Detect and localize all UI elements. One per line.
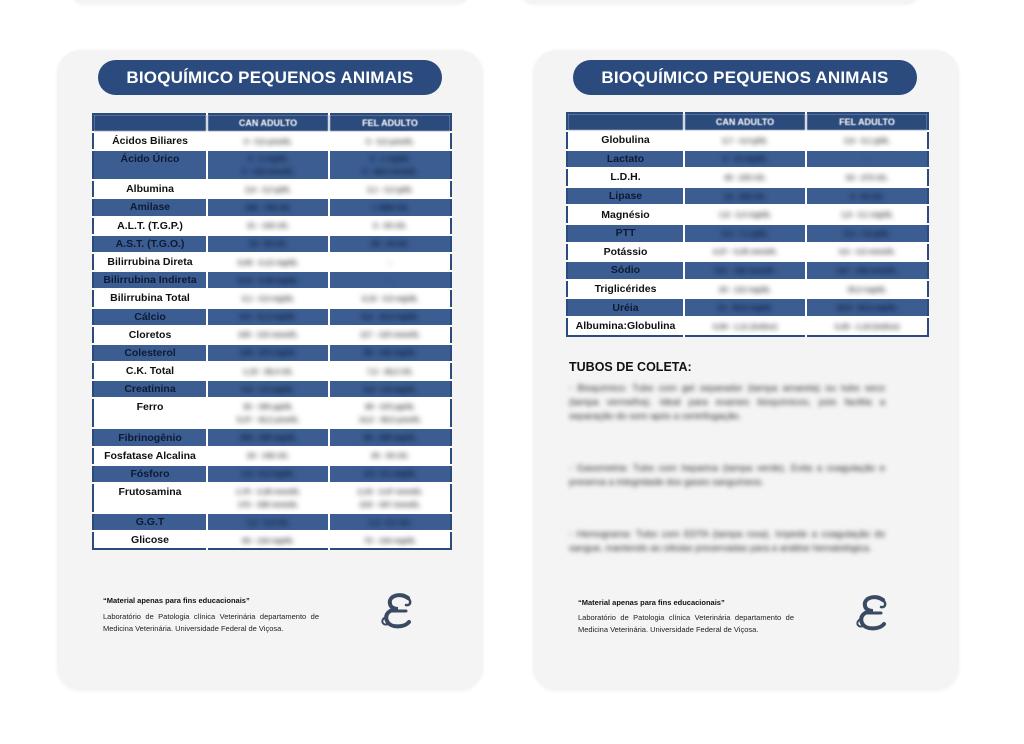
fel-adulto-value	[329, 326, 451, 344]
can-adulto-value	[684, 150, 806, 169]
parameter-name: L.D.H.	[567, 168, 684, 187]
fel-adulto-value	[329, 150, 451, 180]
fel-adulto-value	[329, 362, 451, 380]
tube-paragraph-bioquimico: - Bioquímico: Tubo com gel separador (tampa amarela) ou tubo seco (tampa vermelha). Ideal para exames bioquímicos, pois facilita a separação do soro após a centrifugação.	[569, 383, 885, 422]
header-can-adulto: CAN ADULTO	[207, 114, 329, 132]
table-row	[93, 344, 451, 362]
can-adulto-value	[207, 150, 329, 180]
reference-range-text: 105 - 115 mmol/L	[237, 330, 299, 340]
parameter-name: Lipase	[567, 187, 684, 206]
reference-range-text: 117 - 123 mmol/L	[359, 330, 421, 340]
can-adulto-value	[684, 187, 806, 206]
reference-range-text: 141 - 152 mmol/L	[714, 265, 776, 275]
footer-institution: Laboratório de Patologia clínica Veterinária departamento de Medicina Veterinária. Universidade Federal de Viçosa.	[103, 612, 319, 633]
reference-range-text: 9,0 - 11,3 mg/dL	[240, 312, 296, 322]
parameter-name: Albumina:Globulina	[567, 317, 684, 336]
can-adulto-value	[207, 344, 329, 362]
table-row	[93, 198, 451, 216]
reference-range-text: 2,6 - 3,3 g/dL	[245, 184, 291, 194]
table-row	[93, 513, 451, 531]
parameter-name: Bilirrubina Direta	[93, 253, 207, 271]
fel-adulto-value	[329, 180, 451, 198]
footer-disclaimer: “Material apenas para fins educacionais”	[103, 596, 250, 605]
can-adulto-value	[207, 132, 329, 150]
reference-range-text: 0 - 1 mg/dL	[370, 154, 410, 164]
reference-range-text: 68 - 215 µg/dL	[365, 402, 415, 412]
can-adulto-value	[207, 531, 329, 549]
parameter-name: Triglicérides	[567, 280, 684, 299]
parameter-name: Magnésio	[567, 205, 684, 224]
reference-range-text: 20 - 156 U/L	[247, 451, 289, 461]
reference-range-text: 0 - 119 mmol/L	[242, 167, 294, 177]
can-adulto-value	[684, 261, 806, 280]
table-row	[567, 280, 928, 299]
fel-adulto-value	[806, 261, 928, 280]
parameter-name: Fosfatase Alcalina	[93, 447, 207, 465]
reference-range-text: 50 - 300 mg/dL	[363, 433, 417, 443]
can-adulto-value	[207, 428, 329, 446]
can-adulto-value	[207, 235, 329, 253]
parameter-name: Ferro	[93, 398, 207, 428]
tube-paragraph-gasometria: - Gasometria: Tubo com heparina (tampa verde). Evita a coagulação e preserva a integridade dos gases sanguíneos.	[569, 463, 885, 488]
table-row	[567, 168, 928, 187]
card-title: BIOQUÍMICO PEQUENOS ANIMAIS	[573, 60, 917, 95]
reference-range-text: 95 - 130 mg/dL	[363, 348, 417, 358]
table-row	[93, 217, 451, 235]
reference-range-text: 0,01 - 0,49 mg/dL	[237, 275, 299, 285]
table-row	[93, 483, 451, 513]
fel-adulto-value	[329, 217, 451, 235]
table-row	[567, 243, 928, 262]
reference-range-text: 2 - 13 mg/dL	[723, 154, 767, 164]
footer-institution: Laboratório de Patologia clínica Veterinária departamento de Medicina Veterinária. Universidade Federal de Viçosa.	[578, 613, 794, 634]
table-body	[567, 131, 928, 336]
fel-adulto-value	[806, 187, 928, 206]
fel-adulto-value	[329, 483, 451, 513]
can-adulto-value	[207, 362, 329, 380]
table-row	[93, 362, 451, 380]
parameter-name: Sódio	[567, 261, 684, 280]
fel-adulto-value	[329, 447, 451, 465]
reference-range-text: 135 - 270 mg/dL	[239, 348, 297, 358]
reference-range-text: 185 - 700 U/L	[245, 202, 291, 212]
fel-adulto-value	[806, 298, 928, 317]
reference-range-text: 45 - 233 U/L	[724, 172, 766, 182]
fel-adulto-value	[806, 243, 928, 262]
fel-adulto-value	[806, 131, 928, 150]
fel-adulto-value	[806, 224, 928, 243]
header-parameter	[93, 114, 207, 132]
reference-range-text: 21 - 59,9 mg/dL	[717, 303, 773, 313]
parameter-name: PTT	[567, 224, 684, 243]
parameter-name: Amilase	[93, 198, 207, 216]
can-adulto-value	[207, 253, 329, 271]
parameter-name: Cloretos	[93, 326, 207, 344]
fel-adulto-value	[329, 253, 451, 271]
fel-adulto-value	[329, 235, 451, 253]
reference-range-text: 63 - 273 U/L	[846, 172, 888, 182]
reference-range-text: 0 - 83 U/L	[850, 191, 884, 201]
table-row	[93, 447, 451, 465]
reference-range-text: 170 - 338 mmol/L	[237, 500, 299, 509]
can-adulto-value	[207, 180, 329, 198]
can-adulto-value	[207, 513, 329, 531]
fel-adulto-value	[806, 205, 928, 224]
table-row	[567, 317, 928, 336]
reference-range-text: 2,6 - 6,2 mg/dL	[241, 469, 295, 479]
fel-adulto-value	[329, 344, 451, 362]
fel-adulto-value	[329, 289, 451, 307]
can-adulto-value	[207, 289, 329, 307]
parameter-name: Globulina	[567, 131, 684, 150]
table-row	[567, 187, 928, 206]
table-body	[93, 132, 451, 549]
table-row	[567, 224, 928, 243]
header-fel-adulto: FEL ADULTO	[806, 113, 928, 131]
reference-range-text: 1,8 - 3,1 mg/dL	[840, 210, 894, 220]
can-adulto-value	[207, 380, 329, 398]
fel-adulto-value	[329, 465, 451, 483]
fel-adulto-value	[329, 531, 451, 549]
table-row	[93, 289, 451, 307]
table-row	[93, 180, 451, 198]
reference-range-text: 6 - 83 U/L	[373, 221, 407, 231]
parameter-name: Glicose	[93, 531, 207, 549]
reference-range-text: 2,6 - 5,1 g/dL	[844, 135, 890, 145]
reference-range-text: 4,0 - 4,5 mmol/L	[838, 247, 896, 257]
reference-range-text: 20 - 112 mg/dL	[719, 284, 771, 294]
can-adulto-value	[684, 131, 806, 150]
parameter-name: Creatinina	[93, 380, 207, 398]
reference-range-text: 1,2 - 6,4 U/L	[247, 517, 289, 527]
parameter-name: G.G.T	[93, 513, 207, 531]
reference-range-text: 2,7 - 4,4 g/dL	[722, 135, 768, 145]
fel-adulto-value	[806, 317, 928, 336]
reference-range-text: 0,5 - 1,5 mg/dL	[241, 384, 295, 394]
reference-range-text: 0 - 5,0 µmol/L	[366, 136, 414, 146]
reference-range-text: 13 - 200 U/L	[724, 191, 766, 201]
reference-range-text: 1,3 - 5,1 U/L	[369, 517, 411, 527]
parameter-name: Fósforo	[93, 465, 207, 483]
can-adulto-value	[684, 298, 806, 317]
reference-range-text: 0,15 - 0,5 mg/dL	[361, 293, 419, 303]
table-row	[93, 235, 451, 253]
reference-range-text: 42,8 - 64,2 mg/dL	[836, 303, 898, 313]
reference-range-text: -	[388, 257, 392, 267]
fel-adulto-value	[806, 168, 928, 187]
fel-adulto-value	[329, 308, 451, 326]
previous-page-edge-right	[520, 0, 920, 4]
tube-paragraph-hemograma: - Hemograma: Tubo com EDTA (tampa roxa). Impede a coagulação do sangue, mantendo as células preservadas para a análise hematológica.	[569, 529, 885, 554]
parameter-name: Uréia	[567, 298, 684, 317]
parameter-name: Colesterol	[93, 344, 207, 362]
fel-adulto-value	[329, 380, 451, 398]
parameter-name: Fibrinogênio	[93, 428, 207, 446]
reference-range-text: 0,8 - 1,8 mg/dL	[363, 384, 417, 394]
reference-range-text: 21 - 102 U/L	[247, 221, 289, 231]
reference-range-text: 7,2 - 28,2 U/L	[367, 366, 413, 376]
parameter-name: Potássio	[567, 243, 684, 262]
reference-range-text: 2,1 - 3,3 g/dL	[367, 184, 413, 194]
reference-range-text: 0 - 2 mg/dL	[248, 154, 288, 164]
header-parameter	[567, 113, 684, 131]
reference-range-text: 1,8 - 2,4 mg/dL	[718, 210, 772, 220]
can-adulto-value	[684, 243, 806, 262]
reference-range-text: 6,2 - 10,2 mg/dL	[361, 312, 419, 322]
can-adulto-value	[684, 205, 806, 224]
parameter-name: Frutosamina	[93, 483, 207, 513]
parameter-name: A.S.T. (T.G.O.)	[93, 235, 207, 253]
can-adulto-value	[207, 398, 329, 428]
table-row	[93, 326, 451, 344]
reference-table-left	[92, 113, 452, 550]
table-row	[93, 132, 451, 150]
can-adulto-value	[207, 447, 329, 465]
swirl-e-logo-icon	[853, 592, 895, 634]
reference-card-right	[533, 50, 959, 690]
can-adulto-value	[684, 317, 806, 336]
table-row	[93, 253, 451, 271]
fel-adulto-value	[329, 132, 451, 150]
can-adulto-value	[207, 483, 329, 513]
reference-range-text: 5,4 - 7,1 g/dL	[722, 228, 768, 238]
reference-range-text: -	[388, 275, 392, 285]
fel-adulto-value	[806, 150, 928, 169]
reference-range-text: 219 - 347 mmol/L	[359, 500, 421, 509]
reference-range-text: -	[865, 154, 869, 164]
fel-adulto-value	[329, 428, 451, 446]
fel-adulto-value	[329, 398, 451, 428]
reference-range-text: 0 - 59,5 mmol/L	[362, 167, 418, 177]
parameter-name: Albumina	[93, 180, 207, 198]
reference-range-text: 0,06 - 0,12 mg/dL	[237, 257, 299, 267]
reference-range-text: 2,19 - 3,47 mmol/L	[357, 487, 423, 496]
reference-range-text: 5,37 - 32,2 µmol/L	[236, 415, 300, 425]
can-adulto-value	[684, 224, 806, 243]
table-row	[93, 380, 451, 398]
reference-range-text: 5,4 - 7,8 g/dL	[844, 228, 890, 238]
can-adulto-value	[684, 280, 806, 299]
can-adulto-value	[207, 271, 329, 289]
can-adulto-value	[207, 308, 329, 326]
fel-adulto-value	[329, 513, 451, 531]
reference-range-text: 0,45 - 1,19 (índice)	[834, 321, 900, 331]
reference-range-text: 0,1 - 0,5 mg/dL	[241, 293, 295, 303]
reference-range-text: 26 - 43 U/L	[371, 239, 409, 249]
parameter-name: C.K. Total	[93, 362, 207, 380]
reference-range-text: 1,70 - 3,38 mmol/L	[235, 487, 301, 496]
can-adulto-value	[207, 326, 329, 344]
parameter-name: Lactato	[567, 150, 684, 169]
parameter-name: Ácidos Biliares	[93, 132, 207, 150]
reference-card-left	[57, 50, 483, 690]
reference-range-text: 1,15 - 28,4 U/L	[242, 366, 294, 376]
footer-disclaimer: “Material apenas para fins educacionais”	[578, 598, 725, 607]
table-row	[93, 271, 451, 289]
table-row	[567, 205, 928, 224]
can-adulto-value	[684, 168, 806, 187]
reference-table-right	[566, 112, 929, 337]
table-row	[93, 465, 451, 483]
reference-range-text: 200 - 400 mg/dL	[239, 433, 297, 443]
table-row	[93, 398, 451, 428]
fel-adulto-value	[329, 271, 451, 289]
reference-range-text: 147 - 156 mmol/L	[836, 265, 898, 275]
table-row	[93, 428, 451, 446]
fel-adulto-value	[329, 198, 451, 216]
reference-range-text: 0,59 - 1,11 (índice)	[712, 321, 778, 331]
table-row	[567, 298, 928, 317]
can-adulto-value	[207, 465, 329, 483]
table-row	[567, 150, 928, 169]
reference-range-text: 25 - 93 U/L	[371, 451, 409, 461]
swirl-e-logo-icon	[378, 590, 420, 632]
tubes-section-title: TUBOS DE COLETA:	[569, 360, 692, 374]
reference-range-text: 65 - 118 mg/dL	[242, 535, 294, 545]
table-row	[567, 261, 928, 280]
parameter-name: A.L.T. (T.G.P.)	[93, 217, 207, 235]
previous-page-edge-left	[70, 0, 470, 4]
card-title: BIOQUÍMICO PEQUENOS ANIMAIS	[98, 60, 442, 95]
parameter-name: Bilirrubina Total	[93, 289, 207, 307]
can-adulto-value	[207, 198, 329, 216]
header-fel-adulto: FEL ADULTO	[329, 114, 451, 132]
reference-range-text: 23 - 66 U/L	[249, 239, 287, 249]
reference-range-text: 12,2 - 38,5 µmol/L	[358, 415, 422, 425]
reference-range-text: 73 - 134 mg/dL	[363, 535, 417, 545]
fel-adulto-value	[806, 280, 928, 299]
table-row	[93, 150, 451, 180]
reference-range-text: 4,5 - 8,1 mg/dL	[363, 469, 417, 479]
parameter-name: Cálcio	[93, 308, 207, 326]
table-row	[93, 308, 451, 326]
header-can-adulto: CAN ADULTO	[684, 113, 806, 131]
reference-range-text: 4,37 - 5,35 mmol/L	[712, 247, 778, 257]
reference-range-text: < 1800 U/L	[371, 202, 409, 212]
can-adulto-value	[207, 217, 329, 235]
table-row	[93, 531, 451, 549]
table-header-row	[567, 113, 928, 131]
table-header-row	[93, 114, 451, 132]
reference-range-text: 35,4 mg/dL	[847, 284, 887, 294]
table-row	[567, 131, 928, 150]
parameter-name: Ácido Úrico	[93, 150, 207, 180]
reference-range-text: 0 - 5,0 µmol/L	[244, 136, 292, 146]
reference-range-text: 30 - 180 µg/dL	[243, 402, 293, 412]
parameter-name: Bilirrubina Indireta	[93, 271, 207, 289]
